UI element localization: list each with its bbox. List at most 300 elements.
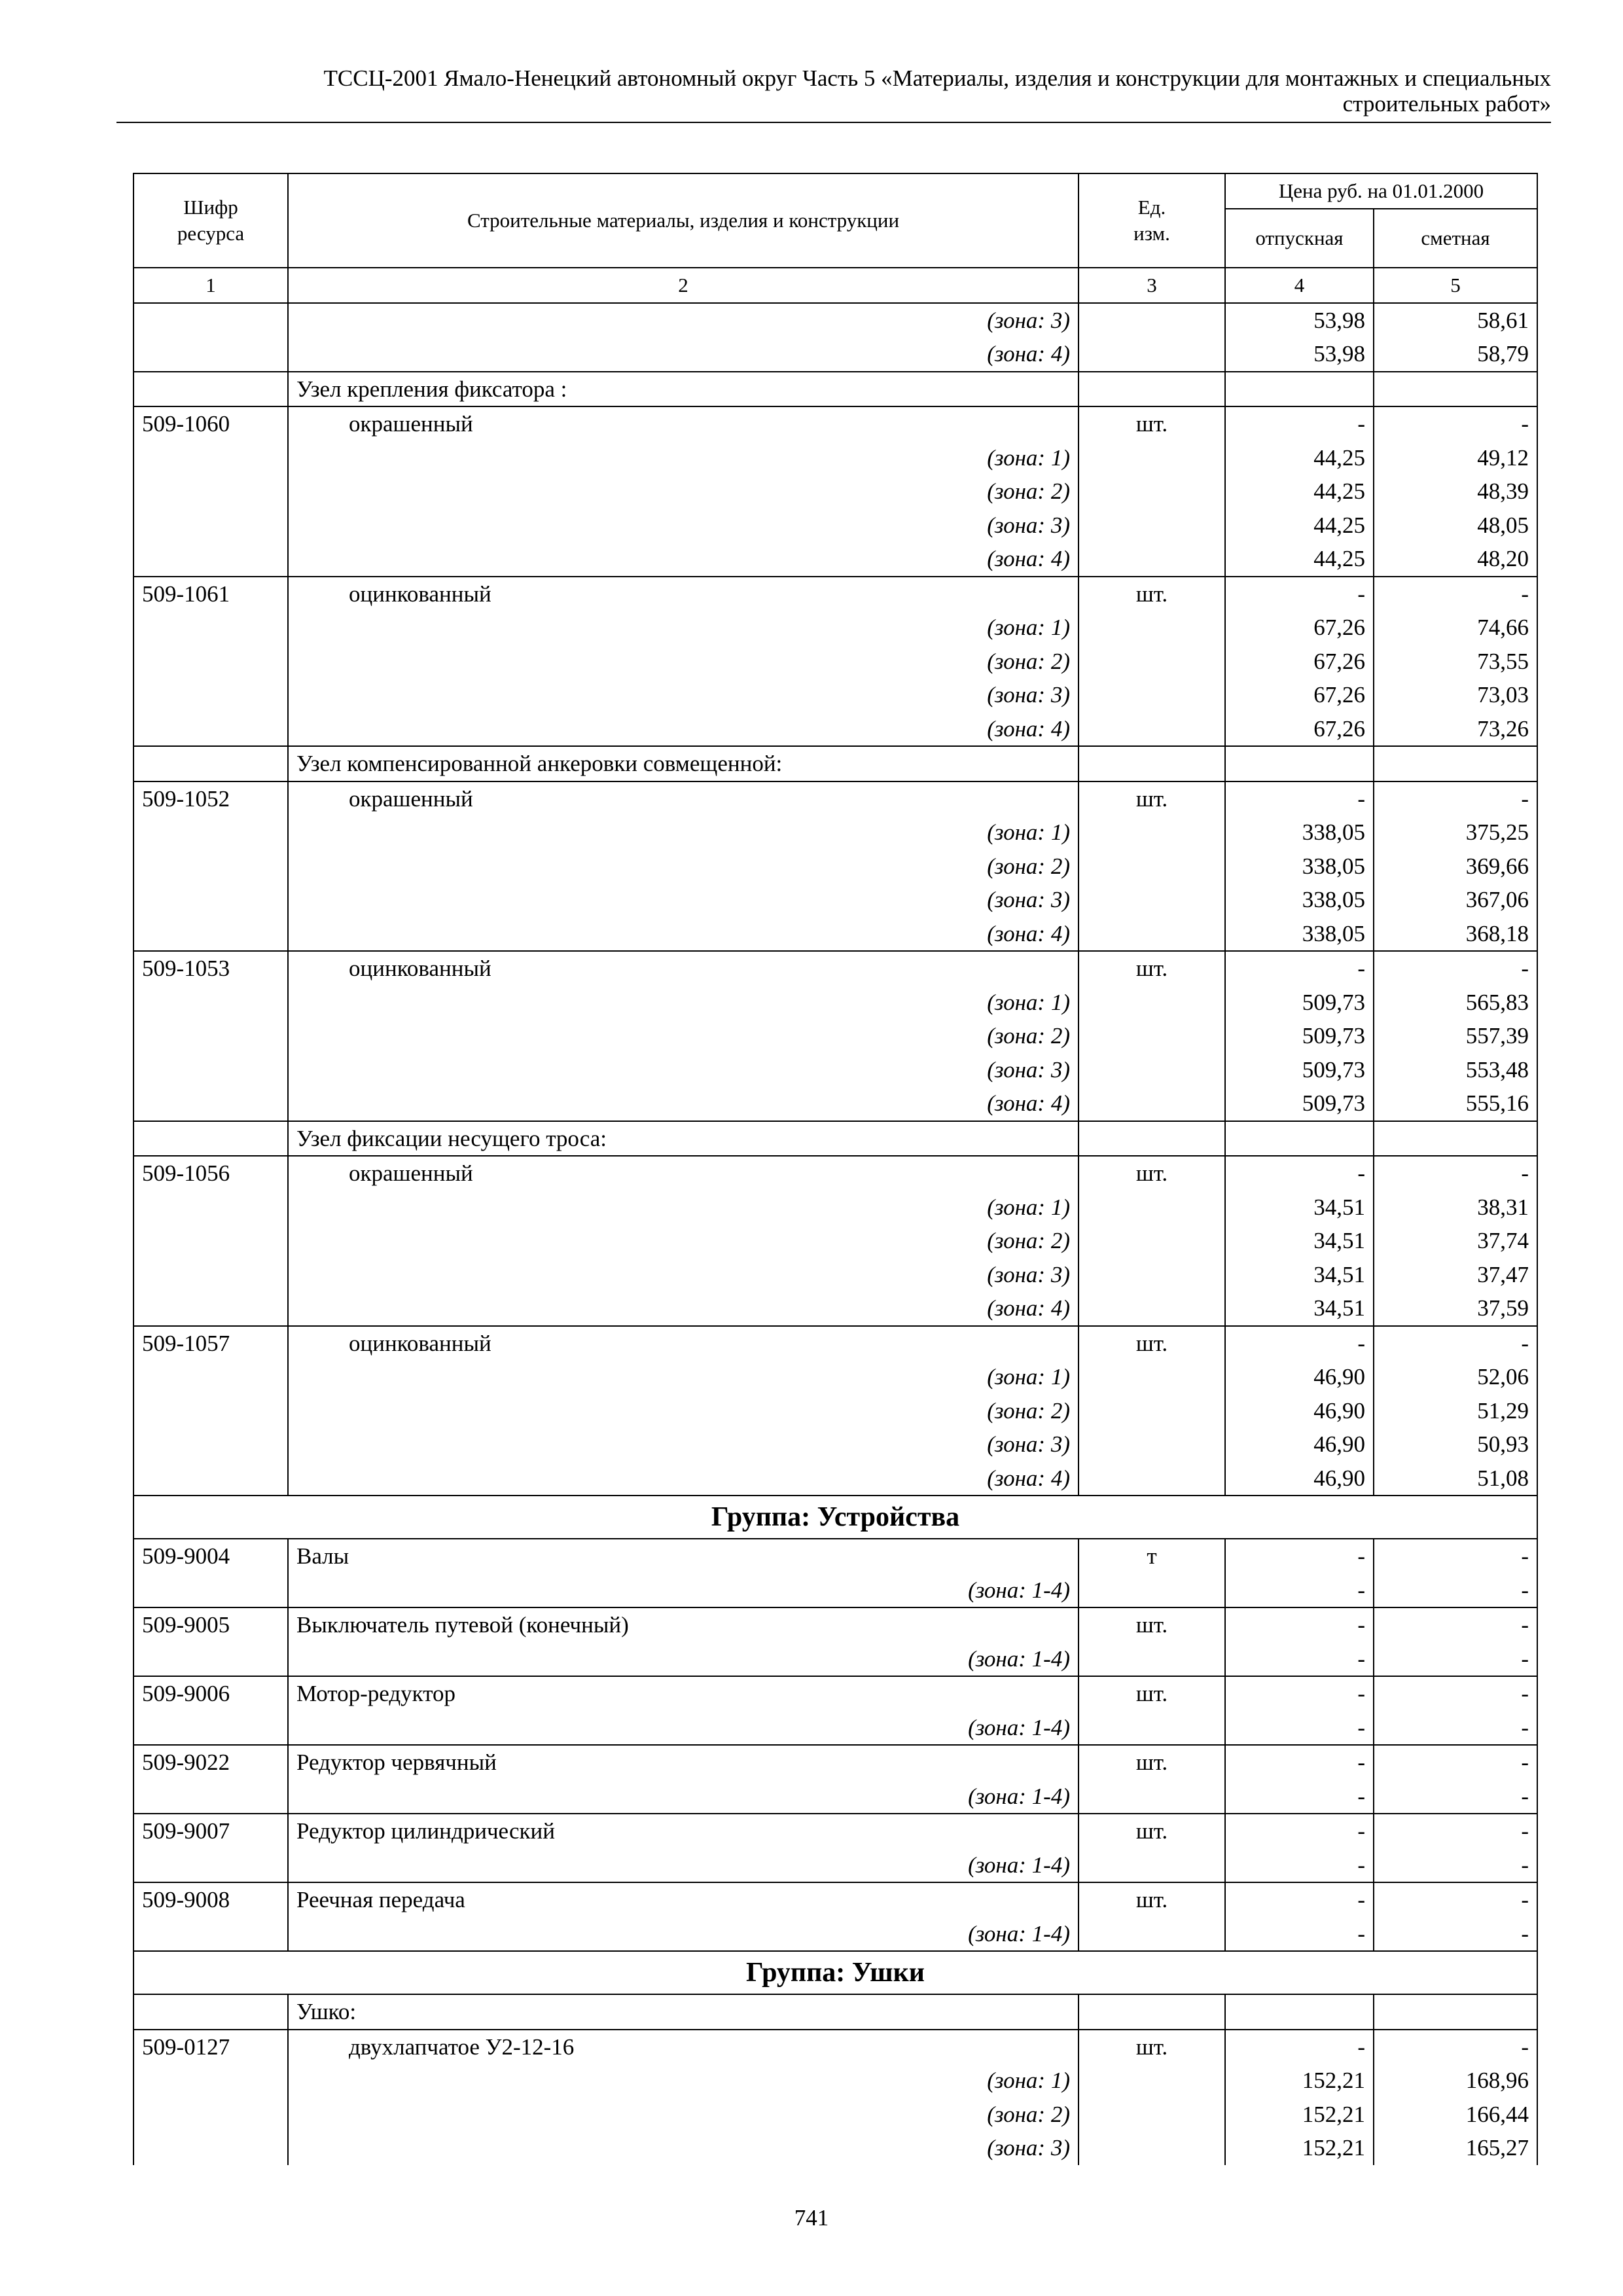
estimate-price: - [1374, 1814, 1537, 1848]
unit-of-measure: шт. [1079, 781, 1225, 816]
estimate-price: 73,03 [1374, 678, 1537, 712]
estimate-price: 37,59 [1374, 1291, 1537, 1326]
estimate-price: - [1374, 1642, 1537, 1677]
unit-cell [1079, 1360, 1225, 1394]
unit-cell [1079, 917, 1225, 952]
release-price: 46,90 [1225, 1462, 1374, 1496]
table-row [134, 951, 1537, 986]
estimate-price: 565,83 [1374, 986, 1537, 1020]
unit-cell [1079, 1291, 1225, 1326]
material-name: окрашенный [288, 781, 1079, 816]
zone-label: (зона: 3) [288, 2131, 1079, 2165]
estimate-price: - [1374, 1326, 1537, 1361]
resource-code-cell [134, 746, 288, 781]
estimate-price: 369,66 [1374, 850, 1537, 884]
table-row [134, 781, 1537, 816]
release-price: 34,51 [1225, 1258, 1374, 1292]
zone-label: (зона: 1-4) [288, 1917, 1079, 1952]
resource-code-cell [134, 645, 288, 679]
release-price: - [1225, 406, 1374, 441]
release-price-cell [1225, 1121, 1374, 1157]
zone-label: (зона: 2) [288, 475, 1079, 509]
col-header-name: Строительные материалы, изделия и конструкции [288, 173, 1079, 268]
material-name: двухлапчатое У2-12-16 [288, 2030, 1079, 2064]
zone-label: (зона: 4) [288, 1291, 1079, 1326]
estimate-price: 52,06 [1374, 1360, 1537, 1394]
material-name: оцинкованный [288, 577, 1079, 611]
unit-cell [1079, 1917, 1225, 1952]
table-row [134, 406, 1537, 441]
release-price: - [1225, 1917, 1374, 1952]
zone-row [134, 1019, 1537, 1053]
zone-row [134, 611, 1537, 645]
release-price: 152,21 [1225, 2064, 1374, 2098]
release-price: 44,25 [1225, 475, 1374, 509]
zone-row [134, 1711, 1537, 1746]
table-body [134, 303, 1537, 2165]
table-row [134, 2030, 1537, 2064]
unit-cell [1079, 746, 1225, 781]
resource-code-cell [134, 1053, 288, 1087]
release-price: - [1225, 1882, 1374, 1917]
table-row [134, 1156, 1537, 1191]
release-price: 46,90 [1225, 1360, 1374, 1394]
col-number-2: 2 [288, 268, 1079, 303]
estimate-price: - [1374, 951, 1537, 986]
zone-row [134, 678, 1537, 712]
estimate-price: - [1374, 1156, 1537, 1191]
subheading-title: Ушко: [288, 1994, 1079, 2030]
zone-row [134, 1573, 1537, 1608]
material-name: Редуктор цилиндрический [288, 1814, 1079, 1848]
zone-label: (зона: 1-4) [288, 1642, 1079, 1677]
unit-cell [1079, 475, 1225, 509]
unit-of-measure: шт. [1079, 577, 1225, 611]
resource-code: 509-1057 [134, 1326, 288, 1361]
zone-row [134, 1642, 1537, 1677]
release-price: 338,05 [1225, 917, 1374, 952]
zone-label: (зона: 1) [288, 441, 1079, 475]
resource-code: 509-9008 [134, 1882, 288, 1917]
subheading-title: Узел фиксации несущего троса: [288, 1121, 1079, 1157]
unit-cell [1079, 2131, 1225, 2165]
resource-code: 509-9004 [134, 1539, 288, 1573]
resource-code-cell [134, 1711, 288, 1746]
subheading-row [134, 1121, 1537, 1157]
zone-row [134, 816, 1537, 850]
release-price: - [1225, 1573, 1374, 1608]
zone-label: (зона: 4) [288, 712, 1079, 747]
unit-cell [1079, 441, 1225, 475]
release-price: - [1225, 1676, 1374, 1711]
unit-cell [1079, 2098, 1225, 2132]
col-number-1: 1 [134, 268, 288, 303]
release-price: 67,26 [1225, 645, 1374, 679]
group-heading-row [134, 1951, 1537, 1994]
resource-code-cell [134, 1573, 288, 1608]
resource-code-cell [134, 1224, 288, 1258]
zone-row [134, 1191, 1537, 1225]
zone-label: (зона: 1) [288, 1191, 1079, 1225]
material-name: оцинкованный [288, 951, 1079, 986]
release-price: 509,73 [1225, 1019, 1374, 1053]
resource-code-cell [134, 303, 288, 338]
unit-cell [1079, 1053, 1225, 1087]
zone-label: (зона: 3) [288, 1427, 1079, 1462]
zone-row [134, 883, 1537, 917]
estimate-price: - [1374, 406, 1537, 441]
unit-of-measure: шт. [1079, 1676, 1225, 1711]
col-header-code: Шифр ресурса [134, 173, 288, 268]
resource-code-cell [134, 2098, 288, 2132]
zone-label: (зона: 4) [288, 917, 1079, 952]
material-name: Валы [288, 1539, 1079, 1573]
resource-code-cell [134, 1019, 288, 1053]
resource-code-cell [134, 917, 288, 952]
zone-row [134, 645, 1537, 679]
estimate-price: - [1374, 781, 1537, 816]
resource-code: 509-1052 [134, 781, 288, 816]
zone-row [134, 1258, 1537, 1292]
table-row [134, 1607, 1537, 1642]
estimate-price: 50,93 [1374, 1427, 1537, 1462]
unit-of-measure: шт. [1079, 1814, 1225, 1848]
release-price: 46,90 [1225, 1394, 1374, 1428]
zone-label: (зона: 3) [288, 1053, 1079, 1087]
unit-cell [1079, 2064, 1225, 2098]
estimate-price: 51,29 [1374, 1394, 1537, 1428]
estimate-price: - [1374, 1745, 1537, 1780]
release-price: 67,26 [1225, 712, 1374, 747]
estimate-price: - [1374, 1573, 1537, 1608]
release-price: 34,51 [1225, 1291, 1374, 1326]
unit-cell [1079, 1994, 1225, 2030]
resource-code-cell [134, 542, 288, 577]
material-name: оцинкованный [288, 1326, 1079, 1361]
estimate-price: 166,44 [1374, 2098, 1537, 2132]
resource-code-cell [134, 712, 288, 747]
zone-label: (зона: 1-4) [288, 1711, 1079, 1746]
unit-of-measure: шт. [1079, 951, 1225, 986]
estimate-price: 58,79 [1374, 337, 1537, 372]
zone-row [134, 850, 1537, 884]
zone-row [134, 542, 1537, 577]
material-name: окрашенный [288, 1156, 1079, 1191]
release-price: - [1225, 1780, 1374, 1814]
zone-row [134, 1427, 1537, 1462]
release-price: - [1225, 1745, 1374, 1780]
unit-cell [1079, 712, 1225, 747]
resource-code-cell [134, 883, 288, 917]
estimate-price: 367,06 [1374, 883, 1537, 917]
page-number: 741 [794, 2205, 829, 2231]
unit-cell [1079, 816, 1225, 850]
column-number-row [134, 268, 1537, 303]
resource-code: 509-0127 [134, 2030, 288, 2064]
estimate-price: - [1374, 1917, 1537, 1952]
zone-row [134, 917, 1537, 952]
col-header-estimate: сметная [1374, 209, 1537, 268]
table-row [134, 1676, 1537, 1711]
material-name: Редуктор червячный [288, 1745, 1079, 1780]
col-number-5: 5 [1374, 268, 1537, 303]
resource-code-cell [134, 1086, 288, 1121]
release-price: 509,73 [1225, 1086, 1374, 1121]
resource-code-cell [134, 678, 288, 712]
zone-label: (зона: 4) [288, 337, 1079, 372]
table-row [134, 1882, 1537, 1917]
table-row [134, 1814, 1537, 1848]
unit-cell [1079, 678, 1225, 712]
release-price: - [1225, 1711, 1374, 1746]
material-name: Реечная передача [288, 1882, 1079, 1917]
zone-row [134, 337, 1537, 372]
table-row [134, 1745, 1537, 1780]
zone-label: (зона: 4) [288, 542, 1079, 577]
subheading-row [134, 746, 1537, 781]
unit-cell [1079, 509, 1225, 543]
unit-cell [1079, 1258, 1225, 1292]
release-price: - [1225, 577, 1374, 611]
subheading-title: Узел компенсированной анкеровки совмещенной: [288, 746, 1079, 781]
unit-cell [1079, 1394, 1225, 1428]
resource-code-cell [134, 986, 288, 1020]
estimate-price: - [1374, 1848, 1537, 1883]
zone-label: (зона: 4) [288, 1462, 1079, 1496]
estimate-price: 51,08 [1374, 1462, 1537, 1496]
col-header-unit: Ед. изм. [1079, 173, 1225, 268]
unit-cell [1079, 1573, 1225, 1608]
release-price: 67,26 [1225, 678, 1374, 712]
estimate-price: 168,96 [1374, 2064, 1537, 2098]
estimate-price: 73,55 [1374, 645, 1537, 679]
estimate-price: 37,74 [1374, 1224, 1537, 1258]
zone-label: (зона: 3) [288, 1258, 1079, 1292]
zone-label: (зона: 2) [288, 1394, 1079, 1428]
release-price: 338,05 [1225, 816, 1374, 850]
resource-code-cell [134, 1394, 288, 1428]
release-price: - [1225, 1848, 1374, 1883]
price-table [133, 173, 1538, 2165]
estimate-price: - [1374, 1607, 1537, 1642]
release-price: 152,21 [1225, 2098, 1374, 2132]
material-name: окрашенный [288, 406, 1079, 441]
unit-cell [1079, 372, 1225, 407]
group-title: Группа: Устройства [134, 1496, 1537, 1539]
release-price: - [1225, 1814, 1374, 1848]
estimate-price: 375,25 [1374, 816, 1537, 850]
estimate-price: - [1374, 1711, 1537, 1746]
unit-cell [1079, 542, 1225, 577]
zone-row [134, 1780, 1537, 1814]
header-rule [116, 122, 1551, 123]
subheading-row [134, 1994, 1537, 2030]
resource-code-cell [134, 1917, 288, 1952]
material-name: Выключатель путевой (конечный) [288, 1607, 1079, 1642]
zone-row [134, 1394, 1537, 1428]
release-price-cell [1225, 746, 1374, 781]
zone-row [134, 2131, 1537, 2165]
estimate-price-cell [1374, 372, 1537, 407]
estimate-price: - [1374, 1780, 1537, 1814]
zone-row [134, 1462, 1537, 1496]
resource-code: 509-1060 [134, 406, 288, 441]
unit-of-measure: шт. [1079, 1156, 1225, 1191]
resource-code-cell [134, 850, 288, 884]
zone-label: (зона: 2) [288, 2098, 1079, 2132]
zone-label: (зона: 1) [288, 1360, 1079, 1394]
unit-of-measure: шт. [1079, 1607, 1225, 1642]
header-line-1: ТССЦ-2001 Ямало-Ненецкий автономный округ Часть 5 «Материалы, изделия и конструкции для монтажных и специальных [323, 65, 1551, 91]
resource-code-cell [134, 1360, 288, 1394]
estimate-price: 555,16 [1374, 1086, 1537, 1121]
zone-row [134, 1291, 1537, 1326]
zone-label: (зона: 1) [288, 611, 1079, 645]
col-header-release: отпускная [1225, 209, 1374, 268]
col-number-4: 4 [1225, 268, 1374, 303]
resource-code: 509-1061 [134, 577, 288, 611]
zone-row [134, 1917, 1537, 1952]
unit-cell [1079, 1086, 1225, 1121]
subheading-title: Узел крепления фиксатора : [288, 372, 1079, 407]
resource-code: 509-9006 [134, 1676, 288, 1711]
release-price: 509,73 [1225, 986, 1374, 1020]
zone-row [134, 1848, 1537, 1883]
resource-code: 509-9005 [134, 1607, 288, 1642]
resource-code-cell [134, 1462, 288, 1496]
zone-label: (зона: 2) [288, 1224, 1079, 1258]
estimate-price: - [1374, 1539, 1537, 1573]
release-price: 44,25 [1225, 542, 1374, 577]
release-price: - [1225, 951, 1374, 986]
unit-cell [1079, 1427, 1225, 1462]
unit-cell [1079, 337, 1225, 372]
resource-code-cell [134, 441, 288, 475]
release-price: - [1225, 1607, 1374, 1642]
resource-code: 509-9007 [134, 1814, 288, 1848]
zone-row [134, 2098, 1537, 2132]
resource-code-cell [134, 1994, 288, 2030]
release-price: 152,21 [1225, 2131, 1374, 2165]
estimate-price: - [1374, 2030, 1537, 2064]
zone-row [134, 475, 1537, 509]
zone-row [134, 1360, 1537, 1394]
zone-label: (зона: 2) [288, 645, 1079, 679]
release-price: 44,25 [1225, 441, 1374, 475]
subheading-row [134, 372, 1537, 407]
estimate-price: 37,47 [1374, 1258, 1537, 1292]
group-title: Группа: Ушки [134, 1951, 1537, 1994]
resource-code: 509-9022 [134, 1745, 288, 1780]
estimate-price: 49,12 [1374, 441, 1537, 475]
zone-label: (зона: 3) [288, 509, 1079, 543]
resource-code-cell [134, 1780, 288, 1814]
estimate-price: 553,48 [1374, 1053, 1537, 1087]
resource-code: 509-1053 [134, 951, 288, 986]
resource-code-cell [134, 2064, 288, 2098]
release-price: 34,51 [1225, 1191, 1374, 1225]
release-price-cell [1225, 1994, 1374, 2030]
release-price: 338,05 [1225, 883, 1374, 917]
table-row [134, 1539, 1537, 1573]
resource-code-cell [134, 372, 288, 407]
zone-label: (зона: 1) [288, 2064, 1079, 2098]
release-price: 53,98 [1225, 337, 1374, 372]
unit-cell [1079, 986, 1225, 1020]
group-heading-row [134, 1496, 1537, 1539]
estimate-price: 165,27 [1374, 2131, 1537, 2165]
resource-code-cell [134, 2131, 288, 2165]
zone-label: (зона: 1-4) [288, 1780, 1079, 1814]
estimate-price-cell [1374, 746, 1537, 781]
zone-label: (зона: 3) [288, 678, 1079, 712]
header-line-2: строительных работ» [1342, 91, 1551, 117]
resource-code-cell [134, 1258, 288, 1292]
zone-row [134, 986, 1537, 1020]
resource-code-cell [134, 611, 288, 645]
estimate-price: - [1374, 577, 1537, 611]
page-header [116, 65, 1551, 117]
estimate-price: 74,66 [1374, 611, 1537, 645]
resource-code-cell [134, 816, 288, 850]
unit-cell [1079, 303, 1225, 338]
zone-row [134, 1053, 1537, 1087]
zone-row [134, 2064, 1537, 2098]
zone-label: (зона: 1-4) [288, 1848, 1079, 1883]
unit-of-measure: шт. [1079, 406, 1225, 441]
estimate-price-cell [1374, 1994, 1537, 2030]
zone-row [134, 712, 1537, 747]
unit-of-measure: шт. [1079, 1326, 1225, 1361]
release-price: 53,98 [1225, 303, 1374, 338]
zone-row [134, 509, 1537, 543]
unit-of-measure: т [1079, 1539, 1225, 1573]
zone-row [134, 1086, 1537, 1121]
unit-cell [1079, 1019, 1225, 1053]
col-number-3: 3 [1079, 268, 1225, 303]
resource-code-cell [134, 1291, 288, 1326]
estimate-price: 38,31 [1374, 1191, 1537, 1225]
resource-code-cell [134, 1427, 288, 1462]
zone-label: (зона: 4) [288, 1086, 1079, 1121]
estimate-price: - [1374, 1676, 1537, 1711]
estimate-price: 73,26 [1374, 712, 1537, 747]
zone-label: (зона: 3) [288, 303, 1079, 338]
estimate-price: 48,39 [1374, 475, 1537, 509]
release-price: 67,26 [1225, 611, 1374, 645]
estimate-price: 58,61 [1374, 303, 1537, 338]
unit-cell [1079, 1224, 1225, 1258]
resource-code-cell [134, 475, 288, 509]
unit-of-measure: шт. [1079, 1882, 1225, 1917]
unit-cell [1079, 883, 1225, 917]
release-price: 46,90 [1225, 1427, 1374, 1462]
unit-cell [1079, 850, 1225, 884]
unit-of-measure: шт. [1079, 1745, 1225, 1780]
estimate-price: 368,18 [1374, 917, 1537, 952]
resource-code-cell [134, 1642, 288, 1677]
resource-code: 509-1056 [134, 1156, 288, 1191]
release-price: 338,05 [1225, 850, 1374, 884]
zone-label: (зона: 3) [288, 883, 1079, 917]
resource-code-cell [134, 337, 288, 372]
resource-code-cell [134, 1121, 288, 1157]
col-header-price: Цена руб. на 01.01.2000 [1225, 173, 1537, 209]
estimate-price: 48,20 [1374, 542, 1537, 577]
estimate-price: 48,05 [1374, 509, 1537, 543]
zone-row [134, 1224, 1537, 1258]
unit-cell [1079, 1191, 1225, 1225]
